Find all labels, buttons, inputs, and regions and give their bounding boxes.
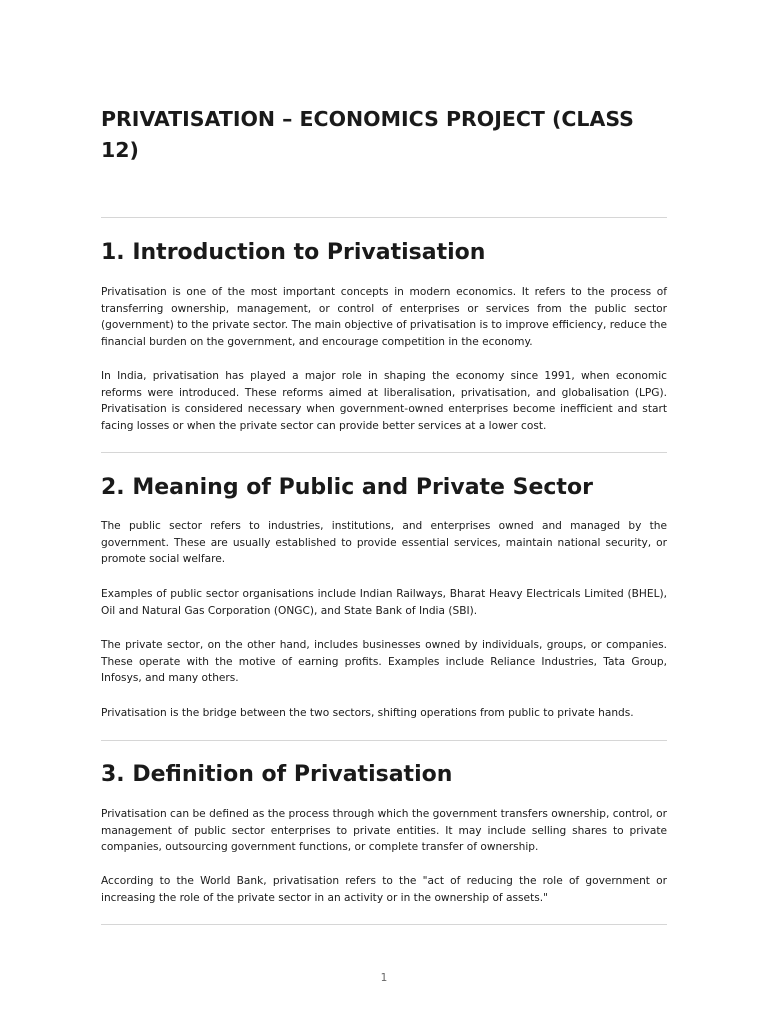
paragraph: The public sector refers to industries, institutions, and enterprises owned and managed by the government. These are usually established to provide essential services, maintain national security, or promote social welfare. xyxy=(101,520,667,566)
page-number: 1 xyxy=(380,972,388,984)
paragraph: Privatisation can be defined as the process through which the government transfers ownership, control, or management of public sector enterprises to private entities. It may include selling shares to private companies, outsourcing government functions, or complete transfer of ownership. xyxy=(101,808,667,854)
paragraph: The private sector, on the other hand, includes businesses owned by individuals, groups, or companies. These operate with the motive of earning profits. Examples include Reliance Industries, Tata Group, Infosys, and many others. xyxy=(101,639,667,685)
paragraph: Privatisation is the bridge between the two sectors, shifting operations from public to private hands. xyxy=(101,707,634,719)
paragraph: Privatisation is one of the most important concepts in modern economics. It refers to the process of transferring ownership, management, or control of enterprises or services from the public sector (government) to the private sector. The main objective of privatisation is to improve efficiency, reduce the financial burden on the government, and encourage competition in the economy. xyxy=(101,286,667,348)
section-heading-definition: 3. Definition of Privatisation xyxy=(101,762,453,787)
paragraph: In India, privatisation has played a major role in shaping the economy since 1991, when economic reforms were introduced. These reforms aimed at liberalisation, privatisation, and globalisation (LPG). Privatisation is considered necessary when government-owned enterprises become inefficient and start facing losses or when the private sector can provide better services at a lower cost. xyxy=(101,370,667,432)
divider xyxy=(101,452,667,453)
divider xyxy=(101,740,667,741)
section-heading-introduction: 1. Introduction to Privatisation xyxy=(101,240,486,265)
divider xyxy=(101,217,667,218)
section-heading-public-private-sector: 2. Meaning of Public and Private Sector xyxy=(101,475,593,500)
paragraph: Examples of public sector organisations include Indian Railways, Bharat Heavy Electricals Limited (BHEL), Oil and Natural Gas Corporation (ONGC), and State Bank of India (SBI). xyxy=(101,588,667,617)
document-title: PRIVATISATION – ECONOMICS PROJECT (CLASS 12) xyxy=(101,107,634,162)
paragraph: According to the World Bank, privatisation refers to the "act of reducing the role of government or increasing the role of the private sector in an activity or in the ownership of assets." xyxy=(101,875,667,904)
divider xyxy=(101,924,667,925)
